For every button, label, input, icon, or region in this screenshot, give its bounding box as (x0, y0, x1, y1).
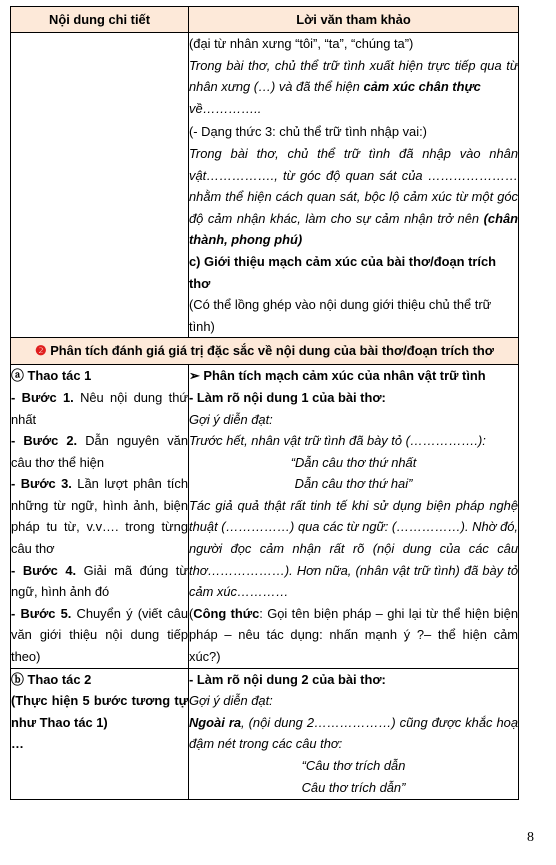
form-3-note: (- Dạng thức 3: chủ thể trữ tình nhập vai:) (189, 124, 427, 140)
column-header-detail: Nội dung chi tiết (11, 7, 189, 33)
page-number: 8 (527, 830, 534, 845)
circled-a-icon: ⓐ (11, 368, 24, 384)
circled-b-icon: ⓑ (11, 671, 24, 687)
content-table (10, 6, 519, 800)
step-1-cell (11, 365, 189, 668)
operation-1-title: ⓐ Thao tác 1 (11, 368, 92, 384)
suggestion-label: Gợi ý diễn đạt: (189, 411, 273, 427)
step-2-item: - Bước 2. Dẫn nguyên văn câu thơ thể hiện (11, 433, 189, 470)
empty-cell (11, 33, 189, 338)
emotion-flow-heading: c) Giới thiệu mạch cảm xúc của bài thơ/đoạn trích thơ (189, 253, 497, 291)
step-3-item: - Bước 3. Lần lượt phân tích những từ ngữ, hình ảnh, biện pháp tu từ, v.v…. trong từng câu thơ (11, 476, 189, 557)
quote-line-4: Câu thơ trích dẫn” (301, 779, 406, 795)
step-1-reference-cell (189, 365, 519, 668)
step-2-reference-cell (189, 668, 519, 799)
section-row (11, 338, 519, 365)
content-1-heading: - Làm rõ nội dung 1 của bài thơ: (189, 389, 386, 405)
quote-line-1: “Dẫn câu thơ thứ nhất (290, 454, 417, 470)
formula-text: (Công thức: Gọi tên biện pháp – ghi lại từ thể hiện biện pháp – nêu tác dụng: nhấn mạnh ý ?– thể hiện cảm xúc?) (189, 605, 518, 665)
content-2-heading: - Làm rõ nội dung 2 của bài thơ: (189, 671, 386, 687)
step-5-item: - Bước 5. Chuyển ý (viết câu văn giới thiệu nội dung tiếp theo) (11, 605, 188, 665)
row-intro (11, 33, 519, 338)
suggestion-label-2: Gợi ý diễn đạt: (189, 693, 273, 709)
analysis-paragraph: Tác giả quả thật rất tinh tế khi sử dụng biện pháp nghệ thuật (……………) qua các từ ngữ: (……………). Nhờ đó, người đọc cảm nhận rất rõ (nội dung của các câu thơ………………). Hơn nữa, (nhân vật trữ tình) đã bày tỏ cảm xúc………… (189, 497, 518, 600)
merge-note: (Có thể lồng ghép vào nội dung giới thiệu chủ thể trữ tình) (189, 297, 492, 334)
operation-2-note: (Thực hiện 5 bước tương tự như Thao tác 1) (11, 693, 188, 730)
number-two-icon: ❷ (35, 343, 47, 359)
step-1-item: - Bước 1. Nêu nội dung thứ nhất (11, 389, 188, 427)
operation-2-title: ⓑ Thao tác 2 (11, 671, 92, 687)
header-row (11, 7, 519, 33)
pronoun-note: (đại từ nhân xưng “tôi”, “ta”, “chúng ta”) (189, 36, 414, 51)
row-step-1 (11, 365, 519, 668)
role-subject-text: Trong bài thơ, chủ thể trữ tình đã nhập vào nhân vật……………., từ góc độ quan sát của ………………… nhằm thể hiện cách quan sát, bộc lộ cảm xúc từ một góc độ cảm nhận khác, làm cho sự cảm nhận trở nên (chân thành, phong phú) (189, 145, 518, 248)
reference-cell-intro (189, 33, 519, 338)
section-heading: ❷ Phân tích đánh giá giá trị đặc sắc về nội dung của bài thơ/đoạn trích thơ (11, 338, 519, 365)
step-2-cell (11, 668, 189, 799)
arrow-bullet-icon: ➢ (189, 368, 200, 384)
quote-line-3: “Câu thơ trích dẫn (301, 758, 406, 773)
row-step-2 (11, 668, 519, 799)
column-header-reference: Lời văn tham khảo (189, 7, 519, 33)
content-2-sentence: Ngoài ra, (nội dung 2………………) cũng được khắc hoạ đậm nét trong các câu thơ: (189, 714, 518, 752)
direct-subject-text: Trong bài thơ, chủ thể trữ tình xuất hiện trực tiếp qua từ nhân xưng (…) và đã thể hiện cảm xúc chân thực về………….. (189, 57, 518, 116)
ellipsis: … (11, 736, 24, 752)
quote-line-2: Dẫn câu thơ thứ hai” (294, 476, 413, 492)
analysis-heading: ➢ Phân tích mạch cảm xúc của nhân vật trữ tình (189, 368, 486, 384)
intro-sentence: Trước hết, nhân vật trữ tình đã bày tỏ (…………….): (189, 433, 486, 449)
step-4-item: - Bước 4. Giải mã đúng từ ngữ, hình ảnh đó (11, 562, 188, 600)
